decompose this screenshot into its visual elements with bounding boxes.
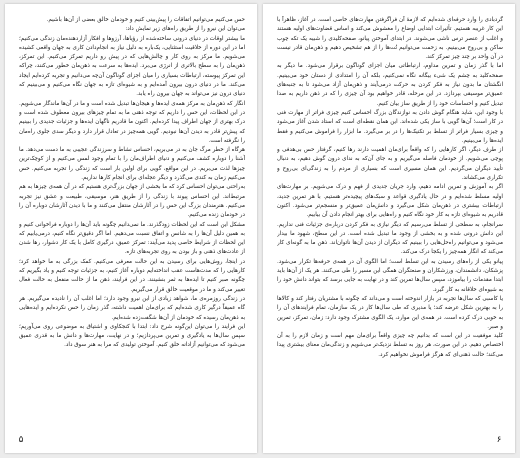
right-page-text bbox=[277, 16, 503, 427]
paragraph: در زندگی روزمره‌ی ما، شواهد زیادی از این نیرو وجود دارد؛ اما اغلب آن را نادیده می‌گیریم. هر گاه عمیقاً درگیر کاری شده‌ایم که برای‌مان اهمیت داشته، گذر زمان را حس نکرده‌ایم و ایده‌هایی به ذهن‌مان رسیده که خودمان از آن‌ها شگفت‌زده شده‌ایم. bbox=[19, 295, 245, 321]
paragraph: این فرایند را می‌توان این‌گونه شرح داد: ابتدا با کنجکاوی و اشتیاق به موضوعی روی می‌آوریم؛ سپس سال‌ها به یادگیری و تمرین می‌پردازیم؛ و در نهایت، مهارت‌ها و دانش ما به قدری عمیق می‌شود که می‌توانیم آزادانه خلق کنیم. آموختن تولیدی که مرا به هنر سوق داد. bbox=[19, 323, 245, 349]
paragraph: پیانو یکی از راه‌های رسیدن به این تسلط است؛ اما الگوی آن در همه‌ی حرفه‌ها تکرار می‌شود. پزشکان، دانشمندان، ورزشکاران و صنعتگران همگی این مسیر را طی می‌کنند. هر یک از آن‌ها باید ابتدا مقدمات را بیاموزد، سپس سال‌ها تمرین کند و در نهایت به جایی برسد که بتواند دانش خود را به شیوه‌ای خلاقانه به کار گیرد. bbox=[277, 258, 503, 293]
paragraph: می‌توان این نیرو را از طریق راه‌های زیر نمایش داد: bbox=[125, 26, 245, 33]
paragraph: در اینجا، روش‌هایی برای رسیدن به این حالت معرفی می‌کنیم. کمک بزرگی به ما خواهد کرد؛ کارهایی را که مدت‌هاست عقب انداخته‌ایم دوباره آغاز کنیم، به جزئیات توجه کنیم و یاد بگیریم که چگونه صبر کنیم تا ایده‌ها به ثمر بنشینند. در این فرایند، ذهن ما از حالت منفعل به حالت فعال تغییر می‌کند و ما در موقعیت خالق قرار می‌گیریم. bbox=[19, 258, 245, 293]
paragraph: انگار که ذهن‌مان به مرکز همه‌ی ایده‌ها و هیجان‌ها تبدیل شده است و ما در آن‌ها ماندگار می‌شویم. در این لحظات، این حس را داریم که توجه ذهنی ما به تمام چیزهای بیرون معطوف شده است و درک بهتری از جهان اطراف پیدا کرده‌ایم. اکنون ما قادریم ناگهان ایده‌ها و جزئیات جدیدی را ببینیم که پیش‌تر قادر به دیدن آن‌ها نبودیم. گویی همه‌چیز در تعادل قرار دارد و دیگر سدی جلوی راه‌مان را نگرفته است. bbox=[19, 100, 245, 144]
paragraph: هرگاه از خطر مرگ جان به در می‌بریم، احساس نشاط و سرزندگی عجیبی به ما دست می‌دهد. ما آشنا را دوباره کشف می‌کنیم و دنیای اطراف‌مان را با تمام وجود لمس می‌کنیم و از کوچک‌ترین چیزها لذت می‌بریم. در این مواقع، گویی برای اولین بار است که زندگی را تجربه می‌کنیم. حس می‌کنیم زمان به کندی می‌گذرد و دیگر عجله‌ای برای انجام کارها نداریم. bbox=[19, 147, 245, 182]
right-page bbox=[263, 4, 515, 453]
page-number: ۵ bbox=[18, 435, 24, 445]
paragraph: حس می‌کنیم می‌توانیم اتفاقات را پیش‌بینی کنیم و خودمان خالق بعضی از آن‌ها باشیم. bbox=[46, 17, 245, 23]
page-number: ۶ bbox=[496, 435, 502, 445]
paragraph: کلید موفقیت در این است که بدانیم چه چیزی واقعاً برای‌مان مهم است و زمان لازم را به آن اختصاص دهیم. در این صورت، هر روز به تسلط نزدیک‌تر می‌شویم و زندگی‌مان معنای بیشتری پیدا می‌کند؛ حالت ذهنی‌ای که هرگز فراموش نخواهیم کرد. bbox=[277, 333, 503, 358]
paragraph: اگر به آموزش و تمرین ادامه دهیم، وارد جریان جدیدی از فهم و درک می‌شویم. بر مهارت‌های اولیه مسلط شده‌ایم و در حال یادگیری قواعد و سبک‌های پیچیده‌تر هستیم. با هر تمرین جدید، ارتباطات بیشتری در ذهن‌مان شکل می‌گیرد و دانش‌مان عمیق‌تر و منسجم‌تر می‌شود. اکنون قادریم به شیوه‌ای تازه به کار خود نگاه کنیم و راه‌هایی برای بهتر انجام دادن آن بیابیم. bbox=[277, 184, 503, 219]
paragraph: ما بیشتر اوقات در دنیای درونی ساخته‌شده از رؤیاها، آرزوها و افکار آزاردهنده‌مان زندگی می‌کنیم؛ اما در این دوره از خلاقیت استثنایی، یک‌باره به دلیل نیاز به انجام‌دادن کاری به جهان واقعی کشیده می‌شویم. ما مرکز به روی کار و چالش‌هایی که در پیش رو داریم تمرکز می‌کنیم. این تمرکز، ذهن‌مان را به سطح بالاتری از انرژی می‌برد. ایده‌ها به سرعت به ذهن‌مان خطور می‌کنند، چراکه این تمرکز پیوسته، ارتباطات بسیاری را میان اجزای گوناگون آن‌چه می‌دانیم و تجربه کرده‌ایم ایجاد می‌کند. ما در دنیای درون بیرون آمده‌ایم و به شیوه‌ای تازه به جهان نگاه می‌کنیم و می‌بینیم که دنیای درون نیز می‌تواند به جهان بیرون راه یابد. bbox=[19, 35, 245, 98]
paragraph: یا کاسبی که سال‌ها تجربه در بازار اندوخته است و می‌داند که چگونه با مشتریان رفتار کند و کالاها را به بهترین شکل عرضه کند؛ یا مدیری که طی سال‌ها کار در یک سازمان، تمام فرایندهای آن را به خوبی درک کرده است. در همه‌ی این موارد، یک الگوی مشترک وجود دارد: زمان، تمرکز، تمرین و صبر. bbox=[277, 295, 503, 330]
paragraph: از طرف دیگر، اگر کارهایی را که واقعاً برای‌مان اهمیت دارند رها کنیم، گرفتار حس بی‌هدفی و پوچی می‌شویم. از خودمان فاصله می‌گیریم و به جای آن‌که به ندای درون گوش دهیم، به دنبال تأیید دیگران می‌گردیم. این همان مسیری است که بسیاری از مردم را به زندگی‌ای بی‌روح و تکراری می‌کشاند. bbox=[277, 147, 503, 182]
paragraph: اما با گذر زمان و تمرین مداوم، ارتباطاتی میان اجزای گوناگون برقرار می‌شود. ما دیگر به صفحه‌کلید به چشم یک شیء بیگانه نگاه نمی‌کنیم، بلکه آن را امتدادی از دستان خود می‌بینیم. انگشتان ما بدون نیاز به فکر کردن به حرکت درمی‌آیند و ذهن‌مان آزاد می‌شود تا به جنبه‌های عمیق‌تر موسیقی بپردازد. در این مرحله، قادر خواهیم بود آن چیزی را که در ذهن داریم به صدا تبدیل کنیم و احساسات خود را از طریق ساز بیان کنیم. bbox=[277, 63, 503, 107]
paragraph: مشکل این است که این لحظات زودگذرند. ما نمی‌دانیم چگونه باید آن‌ها را دوباره فراخوانی کنیم و به همین دلیل آن‌ها را به شانس و اتفاق نسبت می‌دهیم. اما اگر دقیق‌تر نگاه کنیم، درمی‌یابیم که این لحظات از شرایط خاصی پدید می‌آیند: تمرکز عمیق، درگیری کامل با یک کار دشوار، رها شدن از عادت‌های ذهنی و باز بودن به روی تجربه‌های تازه. bbox=[19, 221, 245, 256]
paragraph: سرانجام، به سطحی از تسلط می‌رسیم که دیگر نیازی به فکر کردن درباره‌ی جزئیات فنی نداریم. این دانش درونی شده و به بخشی از وجود ما تبدیل شده است. در این سطح، شهود ما بیدار می‌شود و می‌توانیم راه‌حل‌هایی را ببینیم که دیگران از دیدن آن‌ها ناتوان‌اند. ذهن ما به گونه‌ای کار می‌کند که انگار همه‌چیز را یکجا درک می‌کند. bbox=[277, 221, 503, 256]
left-page-text bbox=[19, 16, 245, 427]
paragraph: با وجود این، شاید هنگام گوش دادن به نوازندگان بزرگ احساس کنیم چیزی فراتر از مهارت فنی در کار است؛ آن‌ها گویی با ساز یکی شده‌اند. این همان نقطه‌ای است که استاد شدن آغاز می‌شود و چیزی بسیار فراتر از تسلط بر تکنیک‌ها را در بر می‌گیرد. ما ابزار را فراموش می‌کنیم و فقط ایده‌ها را می‌بینیم. bbox=[277, 109, 503, 144]
paragraph: گردبادی را وارد حرفه‌ای شده‌ایم که لازمهٔ آن فراگرفتن مهارت‌های خاصی است. در آغاز، ظاهراً با این کار غریبه هستیم. تأثیرات ابتدایی اوضاع را مغشوش می‌کند و اساس قضاوت‌های اولیه هستند و اغلب از عنصر ترس ناشی می‌شوند. در ابتدای آموختن پیانو، صفحه‌کلیدی را شبیه یک تکه چوب ساکن و بی‌روح می‌بینیم. به زحمت می‌توانیم نُت‌ها را از هم تشخیص دهیم و ذهن‌مان قادر نیست در آن واحد بر چند چیز تمرکز کند. bbox=[277, 17, 503, 61]
paragraph: به‌راحتی می‌توان احساس کرد که ما بخشی از جهان بزرگ‌تری هستیم که در آن همه‌ی چیزها به هم مرتبط‌اند. این احساس پیوند با زندگی را از طریق هنر، موسیقی، طبیعت و عشق نیز تجربه می‌کنیم. هنرمندان بزرگ این حس را در آثارشان منتقل می‌کنند و ما با دیدن آثارشان دوباره آن را در خودمان زنده می‌کنیم. bbox=[19, 184, 245, 219]
left-page bbox=[5, 4, 257, 453]
